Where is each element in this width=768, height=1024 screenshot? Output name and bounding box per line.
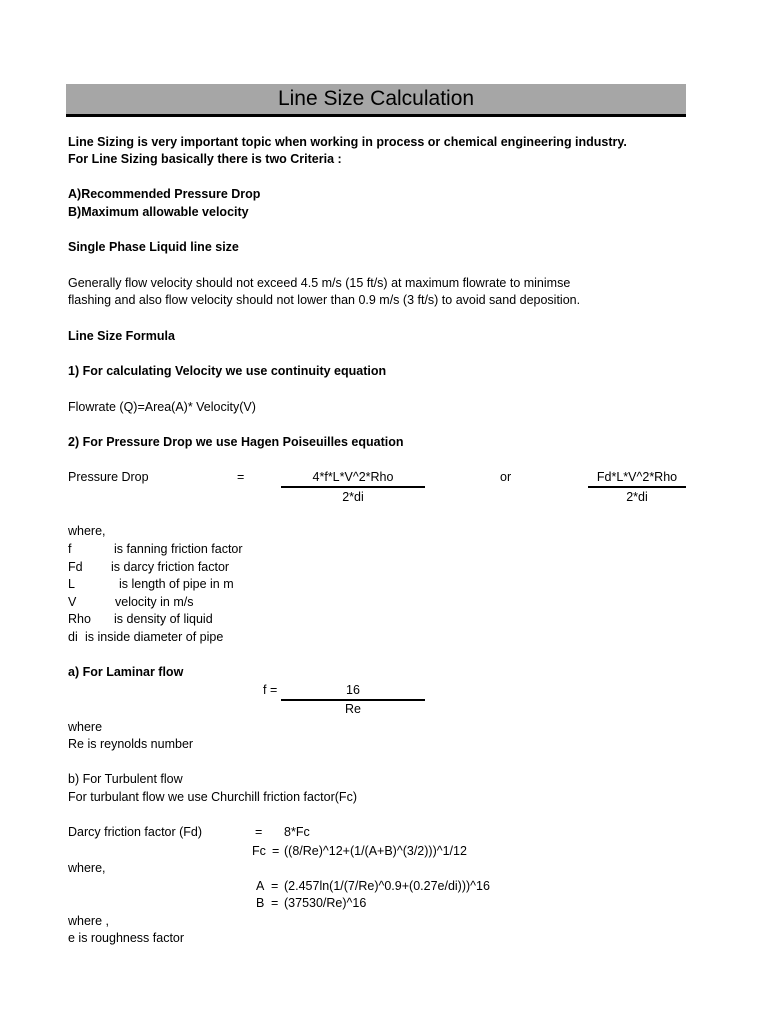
where-heading: where, <box>68 524 106 538</box>
fc-label: Fc <box>252 844 266 858</box>
velocity-heading: 1) For calculating Velocity we use continuity equation <box>68 364 387 378</box>
fraction-bar-1 <box>281 486 425 488</box>
pressure-drop-or: or <box>500 470 512 484</box>
intro-line-2: For Line Sizing basically there is two Criteria : <box>68 152 342 166</box>
fc-value: ((8/Re)^12+(1/(A+B)^(3/2)))^1/12 <box>284 844 467 858</box>
darcy-equals: = <box>255 825 263 839</box>
flowrate-equation: Flowrate (Q)=Area(A)* Velocity(V) <box>68 400 256 414</box>
b-value: (37530/Re)^16 <box>284 896 367 910</box>
b-equals: = <box>271 896 279 910</box>
pressure-drop-heading: 2) For Pressure Drop we use Hagen Poiseuilles equation <box>68 435 404 449</box>
where-symbol: f <box>68 542 72 556</box>
where-description: is darcy friction factor <box>111 560 230 574</box>
laminar-where: where <box>68 720 103 734</box>
darcy-value: 8*Fc <box>284 825 310 839</box>
where-description: is fanning friction factor <box>114 542 243 556</box>
fraction-bar-2 <box>588 486 686 488</box>
a-value: (2.457ln(1/(7/Re)^0.9+(0.27e/di)))^16 <box>284 879 490 893</box>
laminar-heading: a) For Laminar flow <box>68 665 184 679</box>
where-symbol: Rho <box>68 612 91 626</box>
darcy-label: Darcy friction factor (Fd) <box>68 825 203 839</box>
single-phase-para-2: flashing and also flow velocity should not lower than 0.9 m/s (3 ft/s) to avoid sand deposition. <box>68 293 581 307</box>
turbulent-where: where, <box>68 861 106 875</box>
pressure-drop-label: Pressure Drop <box>68 470 149 484</box>
fc-equals: = <box>272 844 280 858</box>
b-label: B <box>256 896 265 910</box>
criteria-b: B)Maximum allowable velocity <box>68 205 249 219</box>
pressure-drop-denominator-2: 2*di <box>626 490 648 504</box>
pressure-drop-denominator-1: 2*di <box>342 490 364 504</box>
formula-heading: Line Size Formula <box>68 329 175 343</box>
where-description: is density of liquid <box>114 612 213 626</box>
turbulent-where-2: where , <box>68 914 109 928</box>
where-symbol: V <box>68 595 77 609</box>
turbulent-heading: b) For Turbulent flow <box>68 772 183 786</box>
a-equals: = <box>271 879 279 893</box>
where-description: velocity in m/s <box>115 595 194 609</box>
single-phase-para-1: Generally flow velocity should not exceed 4.5 m/s (15 ft/s) at maximum flowrate to minimse <box>68 276 571 290</box>
pressure-drop-equals: = <box>237 470 245 484</box>
single-phase-heading: Single Phase Liquid line size <box>68 240 239 254</box>
where-symbol: Fd <box>68 560 83 574</box>
turbulent-description: For turbulant flow we use Churchill friction factor(Fc) <box>68 790 357 804</box>
pressure-drop-numerator-1: 4*f*L*V^2*Rho <box>312 470 394 484</box>
intro-line-1: Line Sizing is very important topic when working in process or chemical engineering industry. <box>68 135 627 149</box>
page-title: Line Size Calculation <box>66 84 686 117</box>
where-symbol: L <box>68 577 75 591</box>
reynolds-description: Re is reynolds number <box>68 737 194 751</box>
where-description: is inside diameter of pipe <box>85 630 224 644</box>
laminar-numerator: 16 <box>346 683 360 697</box>
where-symbol: di <box>68 630 78 644</box>
criteria-a: A)Recommended Pressure Drop <box>68 187 261 201</box>
laminar-f-label: f = <box>263 683 278 697</box>
laminar-denominator: Re <box>345 702 361 716</box>
fraction-bar-laminar <box>281 699 425 701</box>
a-label: A <box>256 879 265 893</box>
pressure-drop-numerator-2: Fd*L*V^2*Rho <box>596 470 678 484</box>
roughness-description: e is roughness factor <box>68 931 185 945</box>
where-description: is length of pipe in m <box>119 577 234 591</box>
